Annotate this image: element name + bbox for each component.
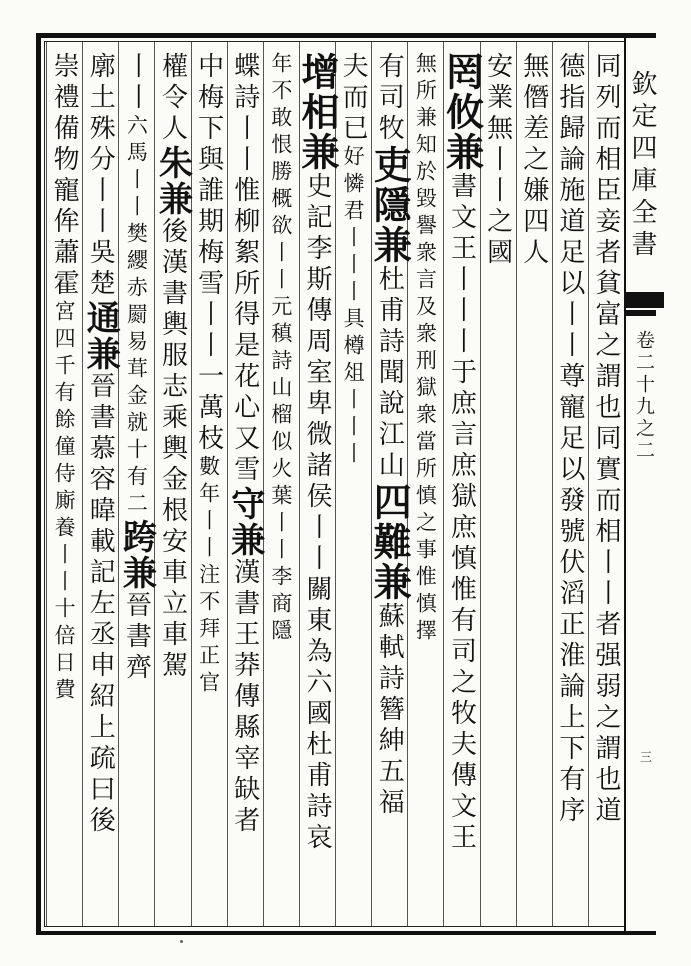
entry-text: 崇禮備物寵侔蕭霍 <box>49 52 80 300</box>
entry-heading: 四難兼 <box>367 482 413 602</box>
text-column <box>439 52 485 854</box>
entry-text: 蘇軾詩簪紳五福 <box>374 602 405 819</box>
text-column <box>408 52 442 646</box>
entry-text: 夫而已 <box>338 52 369 145</box>
text-column <box>264 52 298 646</box>
text-column <box>152 52 193 682</box>
entry-heading: 增相兼 <box>294 52 340 172</box>
entry-text: 數年丨丨注不拜正官 <box>196 455 221 698</box>
text-column <box>589 52 623 827</box>
entry-heading: 吏隱兼 <box>367 145 413 265</box>
text-column <box>47 52 81 705</box>
entry-text: 年不敢恨勝概欲丨丨元稹詩山榴似火葉丨丨李商隱 <box>268 52 293 646</box>
entry-text: 杜甫詩聞說江山 <box>374 265 405 482</box>
entry-text: 具樽俎丨丨丨 <box>341 307 366 469</box>
entry-text: 蝶詩丨丨惟柳絮所得是花心又雪 <box>229 52 260 486</box>
entry-heading: 罔攸兼 <box>439 52 485 172</box>
entry-text: 晉書齊 <box>121 591 152 684</box>
ink-speck <box>180 940 183 943</box>
entry-text: 無僭差之嫌四人 <box>518 52 549 269</box>
entry-text: 德指歸論施道足以丨丨尊寵足以發號伏滔正淮論上下有序 <box>554 52 585 827</box>
text-column <box>192 52 226 698</box>
text-column <box>481 52 515 269</box>
text-column <box>553 52 587 827</box>
entry-text: 丨丨 <box>121 52 152 114</box>
entry-text: 無所兼知於毀譽衆言及衆刑獄衆當所慎之事惟慎擇 <box>413 52 438 646</box>
entry-text: 同列而相臣妾者貧富之謂也同實而相丨丨者强弱之謂也道 <box>590 52 621 827</box>
text-column <box>294 52 340 854</box>
text-column <box>367 52 413 819</box>
entry-text: 權令人 <box>157 52 188 145</box>
entry-text: 中梅下與誰期梅雪丨丨一萬枝 <box>193 52 224 455</box>
page-number: 三 <box>640 750 653 764</box>
entry-text: 好憐君丨丨丨 <box>341 145 366 307</box>
entry-text: 有司牧 <box>374 52 405 145</box>
entry-text: 宮四千有餘僮侍廝養丨丨十倍日費 <box>52 300 77 705</box>
book-title: 欽定四庫全書 <box>627 70 657 262</box>
entry-text: 安業無丨丨之國 <box>482 52 513 269</box>
text-column <box>336 52 370 469</box>
entry-heading: 跨兼 <box>116 519 157 591</box>
entry-text: 漢書王莽傳縣宰缺者 <box>229 558 260 837</box>
entry-text: 六馬丨丨樊纓赤罽易茸金就十有二 <box>124 114 149 519</box>
volume-label: 卷二十九之二 <box>633 330 655 462</box>
entry-heading: 守兼 <box>224 486 265 558</box>
text-column <box>116 52 157 684</box>
text-column <box>517 52 551 269</box>
fishtail-mark-lower <box>624 306 656 316</box>
entry-text: 晉書慕容暐載記左丞申紹上疏曰後 <box>85 372 116 837</box>
entry-heading: 朱兼 <box>152 145 193 217</box>
entry-text: 廓土殊分丨丨吳楚 <box>85 52 116 300</box>
entry-text: 書文王丨丨丨于庶言庶獄庶慎惟有司之牧夫傳文王 <box>446 172 477 854</box>
entry-text: 後漢書輿服志乘輿金根安車立車駕 <box>157 217 188 682</box>
text-column <box>80 52 121 837</box>
entry-text: 史記李斯傳周室卑微諸侯丨丨關東為六國杜甫詩哀 <box>301 172 332 854</box>
entry-heading: 通兼 <box>80 300 121 372</box>
text-column <box>224 52 265 837</box>
